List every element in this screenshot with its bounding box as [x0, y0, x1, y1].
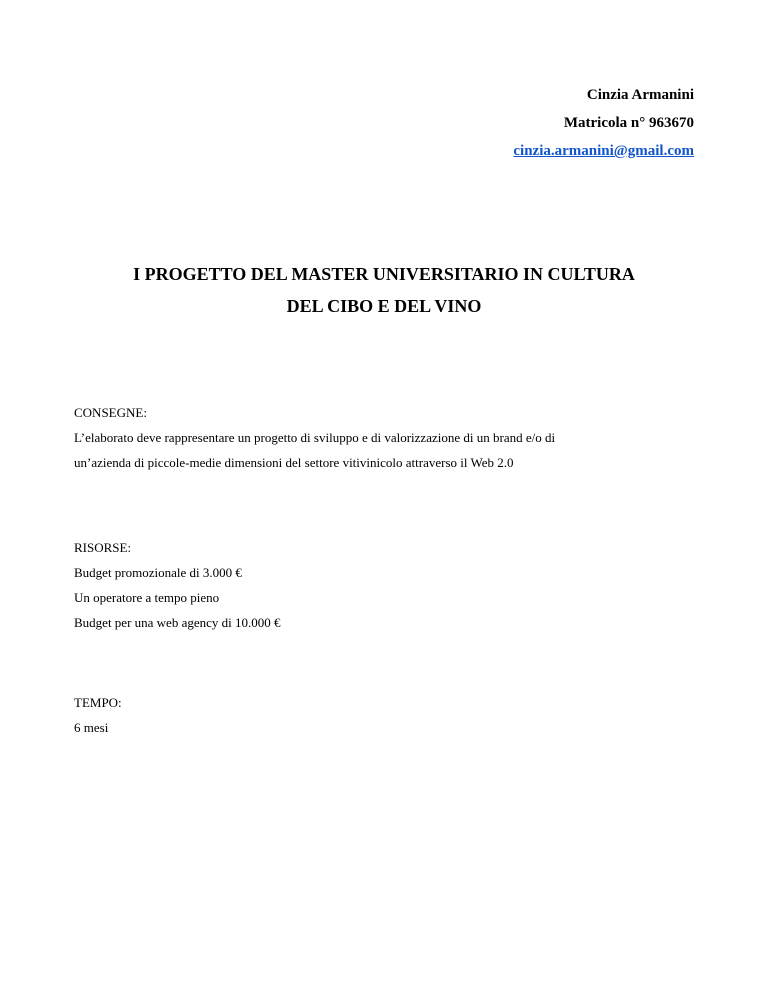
author-name: Cinzia Armanini	[586, 87, 694, 103]
risorse-item: Budget per una web agency di 10.000 €	[74, 615, 281, 630]
email-link[interactable]: cinzia.armanini@gmail.com	[513, 143, 694, 159]
title-line-1: I PROGETTO DEL MASTER UNIVERSITARIO IN CULTURA	[133, 264, 635, 284]
consegne-heading: CONSEGNE:	[74, 405, 147, 420]
email-line	[513, 140, 694, 168]
risorse-section	[74, 535, 714, 635]
consegne-section	[74, 400, 714, 475]
title-line-2: DEL CIBO E DEL VINO	[286, 296, 482, 316]
tempo-section	[74, 690, 714, 740]
risorse-item: Un operatore a tempo pieno	[74, 590, 220, 605]
student-id: Matricola n° 963670	[563, 115, 694, 131]
author-block	[513, 84, 694, 168]
tempo-heading: TEMPO:	[74, 695, 122, 710]
consegne-line: un’azienda di piccole-medie dimensioni del settore vitivinicolo attraverso il Web 2.0	[74, 455, 514, 470]
consegne-line: L’elaborato deve rappresentare un progetto di sviluppo e di valorizzazione di un brand e/o di	[74, 430, 556, 445]
tempo-value: 6 mesi	[74, 720, 109, 735]
document-title	[40, 258, 728, 322]
risorse-heading: RISORSE:	[74, 540, 132, 555]
risorse-item: Budget promozionale di 3.000 €	[74, 565, 242, 580]
